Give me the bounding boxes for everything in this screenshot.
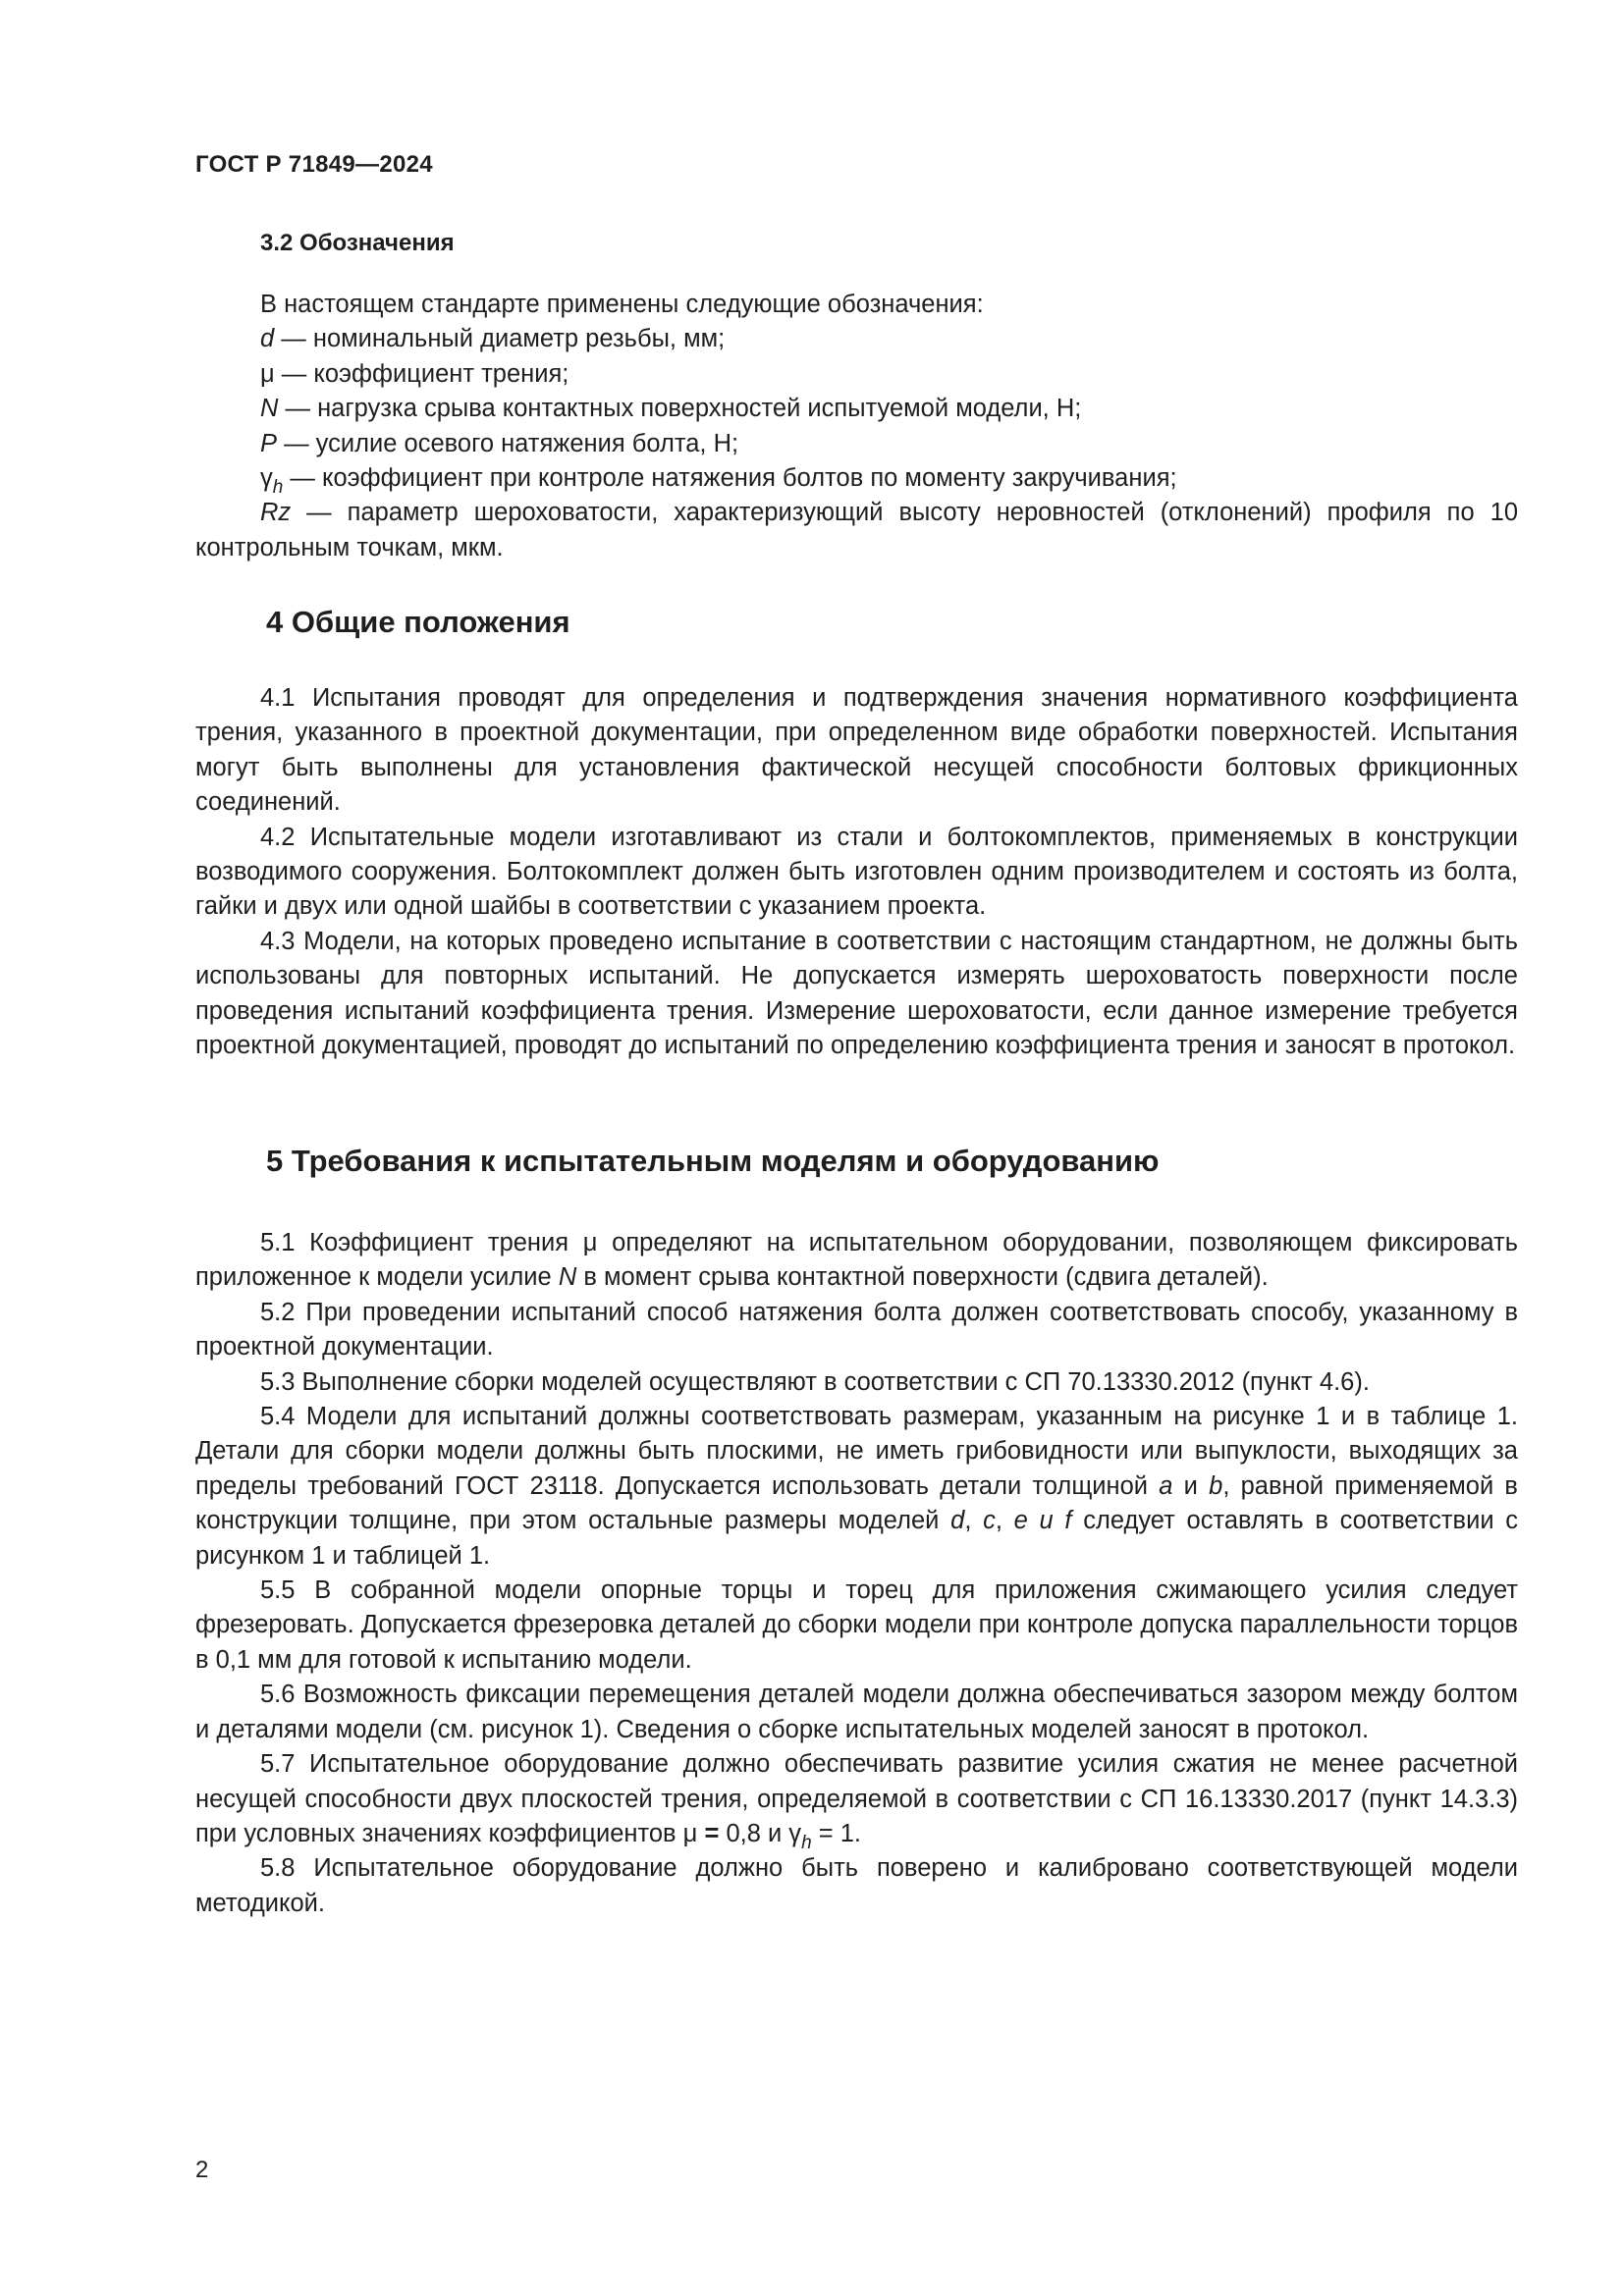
paragraph-5-3: 5.3 Выполнение сборки моделей осуществляют в соответствии с СП 70.13330.2012 (пункт 4.6).: [260, 1367, 1370, 1396]
symbol-definition: — коэффициент при контроле натяжения болтов по моменту закручивания;: [283, 464, 1177, 493]
symbol-definition: — коэффициент трения;: [274, 359, 569, 388]
symbol-definition: — номинальный диаметр резьбы, мм;: [274, 325, 726, 353]
symbol: P: [260, 429, 278, 457]
text-run: , равной применяемой в конструкции толщине, при этом остальные размеры моделей: [195, 1471, 1518, 1535]
text-run: ,: [964, 1507, 984, 1535]
symbol: a: [1159, 1471, 1173, 1500]
text-run: в момент срыва контактной поверхности (сдвига деталей).: [576, 1263, 1269, 1292]
text-run: ,: [995, 1507, 1014, 1535]
paragraph-4-3: 4.3 Модели, на которых проведено испытание в соответствии с настоящим стандартном, не должны быть использованы для повторных испытаний. Не допускается измерять шероховатость поверхности после проведения испытаний коэффициента трения. Измерение шероховатости, если данное измерение требуется проектной документацией, проводят до испытаний по определению коэффициента трения и заносят в протокол.: [195, 927, 1518, 1060]
symbols-intro: В настоящем стандарте применены следующие обозначения:: [260, 291, 984, 318]
symbol-line-d: [195, 322, 1518, 356]
section-5: [195, 1142, 1518, 1921]
page-number: 2: [195, 2157, 209, 2183]
symbol-line-n: [195, 392, 1518, 426]
section-3-2-title: 3.2 Обозначения: [260, 230, 455, 256]
paragraph-4-2: 4.2 Испытательные модели изготавливают из стали и болтокомплектов, применяемых в конструкции возводимого сооружения. Болтокомплект должен быть изготовлен одним производителем и состоять из болта, гайки и двух или одной шайбы в соответствии с указанием проекта.: [195, 823, 1518, 921]
paragraph-5-1: [195, 1226, 1518, 1296]
paragraph-4-1: 4.1 Испытания проводят для определения и подтверждения значения нормативного коэффициента трения, указанного в проектной документации, при определенном виде обработки поверхностей. Испытания могут быть выполнены для установления фактической несущей способности болтовых фрикционных соединений.: [195, 684, 1518, 817]
paragraph-5-2: 5.2 При проведении испытаний способ натяжения болта должен соответствовать способу, указанному в проектной документации.: [195, 1298, 1518, 1362]
text-run: 5.4 Модели для испытаний должны соответствовать размерам, указанным на рисунке 1 и в таблице 1. Детали для сборки модели должны быть плоскими, не иметь грибовидности или выпуклости, выходящих за пределы требований ГОСТ 23118. Допускается использовать детали толщиной: [195, 1403, 1518, 1500]
symbol: d: [950, 1507, 965, 1535]
symbol-line-mu: [195, 357, 1518, 392]
symbol-definition: — параметр шероховатости, характеризующий высоту неровностей (отклонений) профиля по 10 контрольным точкам, мкм.: [195, 499, 1518, 561]
paragraph-5-5: 5.5 В собранной модели опорные торцы и торец для приложения сжимающего усилия следует фрезеровать. Допускается фрезеровка деталей до сборки модели при контроле допуска параллельности торцов в 0,1 мм для готовой к испытанию модели.: [195, 1576, 1518, 1674]
text-run: 5.7 Испытательное оборудование должно обеспечивать развитие усилия сжатия не менее расчетной несущей способности двух плоскостей трения, определяемой в соответствии с СП 16.13330.2017 (пункт 14.3.3) при условных значениях коэффициентов μ: [195, 1750, 1518, 1847]
symbol: N: [260, 395, 279, 423]
symbol-definition: — усилие осевого натяжения болта, Н;: [277, 429, 739, 457]
symbol: N: [558, 1263, 577, 1292]
section-4-title: 4 Общие положения: [266, 605, 570, 639]
symbol: b: [1209, 1471, 1223, 1500]
paragraph-5-7: [195, 1747, 1518, 1851]
text-run: 0,8 и γ: [719, 1819, 802, 1847]
paragraph-5-6: 5.6 Возможность фиксации перемещения деталей модели должна обеспечиваться зазором между болтом и деталями модели (см. рисунок 1). Сведения о сборке испытательных моделей заносят в протокол.: [195, 1681, 1518, 1743]
symbol-definition: — нагрузка срыва контактных поверхностей испытуемой модели, Н;: [278, 395, 1082, 423]
section-5-title: 5 Требования к испытательным моделям и оборудованию: [266, 1144, 1160, 1178]
symbol-line-p: [195, 427, 1518, 461]
text-run: и: [1172, 1471, 1210, 1500]
section-3-2: [195, 226, 1518, 565]
text-run: = 1.: [811, 1819, 861, 1847]
symbol: e u f: [1013, 1507, 1072, 1535]
symbol-line-rz: [195, 496, 1518, 565]
equals-sign: =: [704, 1819, 720, 1847]
symbol: d: [260, 325, 275, 353]
symbol: μ: [260, 359, 275, 388]
symbol: c: [983, 1507, 996, 1535]
standard-designation: ГОСТ Р 71849—2024: [195, 151, 433, 178]
symbol-subscript: h: [801, 1832, 812, 1853]
paragraph-5-4: [195, 1400, 1518, 1574]
symbol: γ: [260, 464, 273, 493]
section-4: [195, 603, 1518, 1063]
symbol: Rz: [260, 499, 292, 527]
symbol-line-gamma-h: [195, 461, 1518, 499]
text-run: следует оставлять в соответствии с рисунком 1 и таблицей 1.: [195, 1507, 1519, 1570]
symbol-subscript: h: [272, 477, 284, 499]
paragraph-5-8: 5.8 Испытательное оборудование должно быть поверено и калибровано соответствующей модели методикой.: [195, 1854, 1518, 1917]
text-run: 5.1 Коэффициент трения μ определяют на испытательном оборудовании, позволяющем фиксировать приложенное к модели усилие: [195, 1229, 1518, 1292]
